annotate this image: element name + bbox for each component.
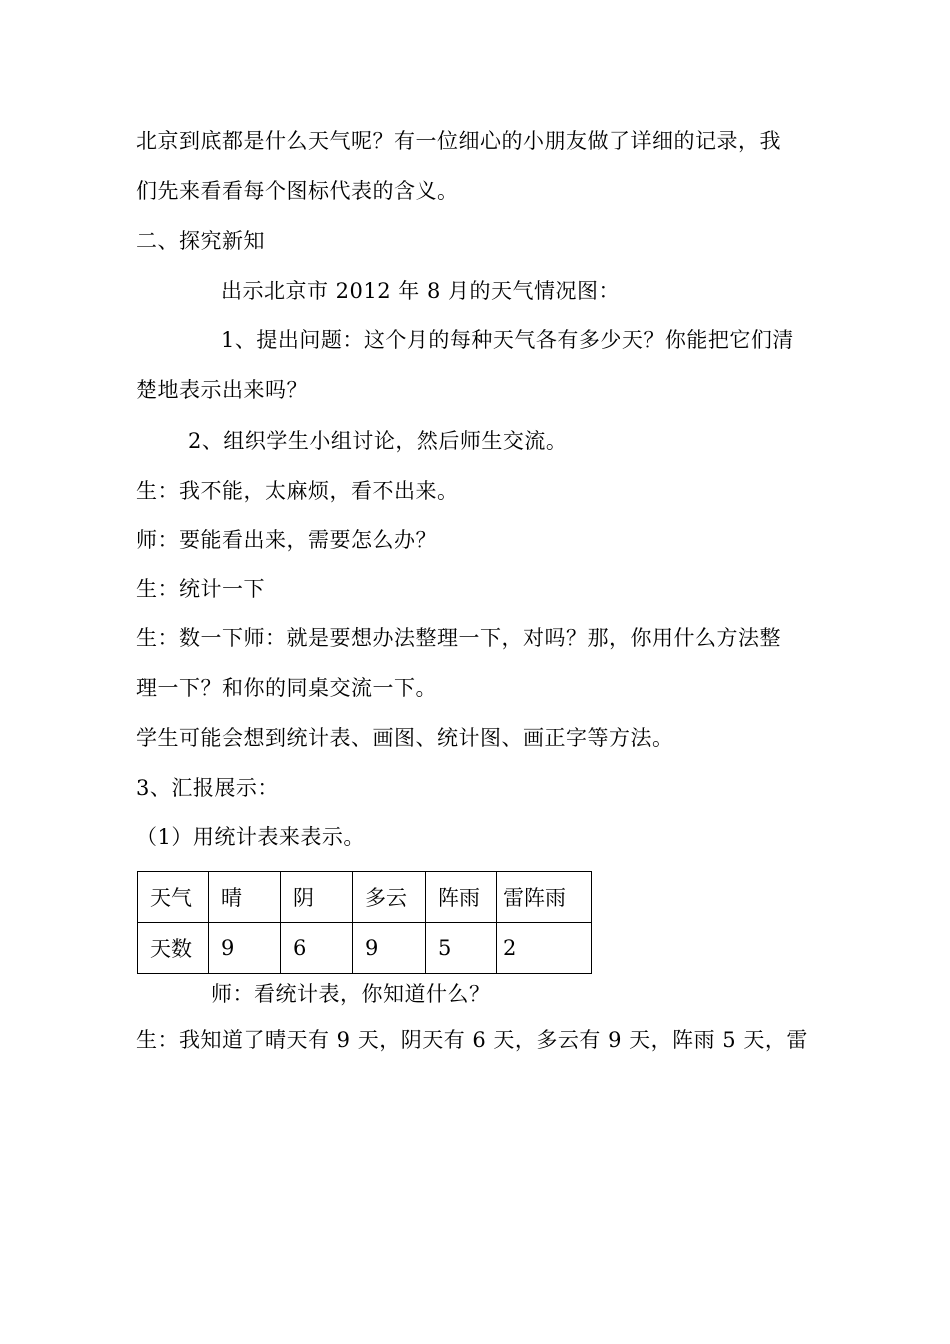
section-heading: 二、探究新知 [136,229,265,253]
section-heading: 3、汇报展示： [136,776,279,800]
table-cell: 2 [497,923,592,974]
paragraph-line: （1）用统计表来表示。 [136,825,365,849]
table-cell: 9 [209,923,281,974]
dialogue-line: 理一下？和你的同桌交流一下。 [136,676,437,700]
table-cell: 5 [426,923,497,974]
table-cell: 天气 [138,872,209,923]
dialogue-line: 生：我知道了晴天有 9 天，阴天有 6 天，多云有 9 天，阵雨 5 天，雷 [136,1028,808,1052]
table-cell: 6 [281,923,353,974]
dialogue-line: 生：统计一下 [136,577,265,601]
paragraph-line: 北京到底都是什么天气呢？有一位细心的小朋友做了详细的记录，我 [136,129,781,153]
dialogue-line: 生：我不能，太麻烦，看不出来。 [136,479,459,503]
weather-stats-table [137,871,592,974]
table-cell: 阵雨 [426,872,497,923]
paragraph-line: 们先来看看每个图标代表的含义。 [136,179,459,203]
paragraph-line: 楚地表示出来吗？ [136,378,308,402]
table-cell: 9 [353,923,426,974]
dialogue-line: 生：数一下师：就是要想办法整理一下，对吗？那，你用什么方法整 [136,626,781,650]
paragraph-line: 出示北京市 2012 年 8 月的天气情况图： [221,279,621,303]
table-row [138,923,592,974]
table-cell: 阴 [281,872,353,923]
paragraph-line: 2、组织学生小组讨论，然后师生交流。 [188,429,568,453]
dialogue-line: 师：看统计表，你知道什么？ [211,982,491,1006]
table-header-row [138,872,592,923]
dialogue-line: 师：要能看出来，需要怎么办？ [136,528,437,552]
paragraph-line: 1、提出问题：这个月的每种天气各有多少天？你能把它们清 [221,328,794,352]
paragraph-line: 学生可能会想到统计表、画图、统计图、画正字等方法。 [136,726,674,750]
table-cell: 多云 [353,872,426,923]
table-cell: 晴 [209,872,281,923]
table-cell: 雷阵雨 [497,872,592,923]
table-cell: 天数 [138,923,209,974]
